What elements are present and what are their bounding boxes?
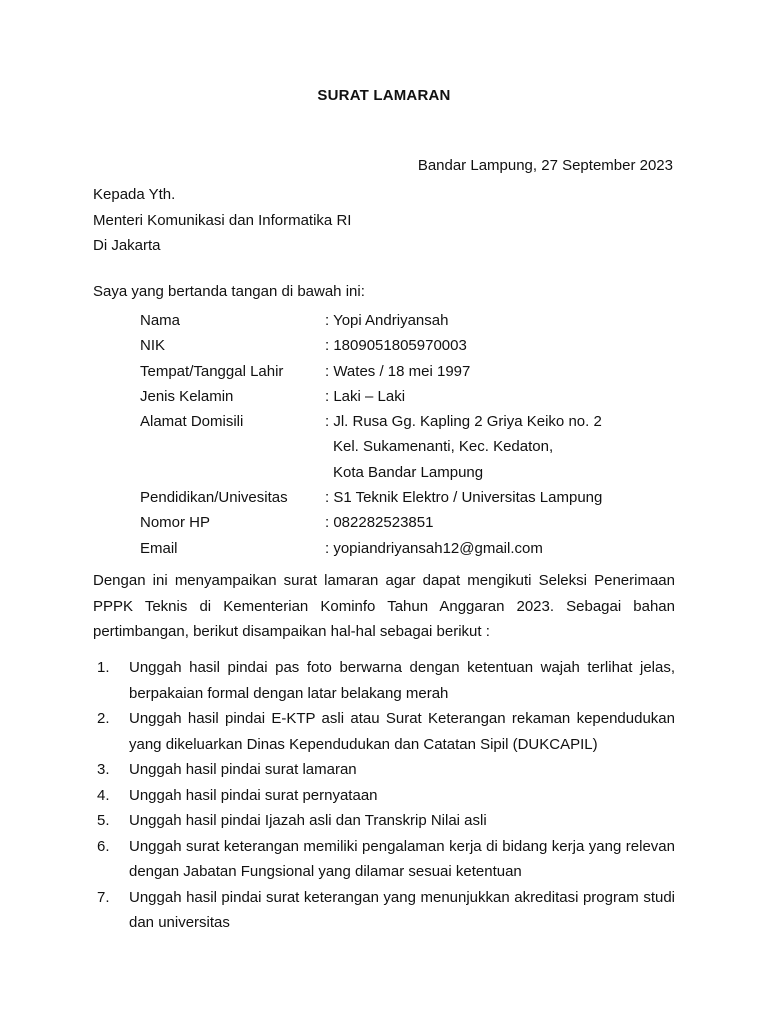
field-value: : 1809051805970003 [325, 337, 467, 355]
list-item [93, 706, 675, 757]
list-number: 1. [97, 659, 110, 676]
field-value: : 082282523851 [325, 514, 434, 532]
list-number: 2. [97, 710, 110, 727]
field-row [140, 359, 602, 384]
field-label: Nama [140, 312, 181, 329]
field-row [140, 409, 602, 485]
list-item [93, 655, 675, 706]
recipient-line: Kepada Yth. [93, 186, 176, 203]
field-row [140, 333, 602, 358]
field-value: : Laki – Laki [325, 387, 406, 405]
list-text: Unggah hasil pindai surat pernyataan [129, 786, 378, 804]
list-item [93, 757, 675, 783]
letter-title: SURAT LAMARAN [317, 87, 451, 104]
list-text: Unggah hasil pindai surat lamaran [129, 761, 357, 778]
field-label: Alamat Domisili [140, 413, 244, 431]
list-text: Unggah hasil pindai E-KTP asli atau Surat Keterangan rekaman kependudukan yang dikeluarkan Dinas Kependudukan dan Catatan Sipil (DUKCAPIL) [129, 710, 675, 753]
field-value-address [325, 409, 602, 485]
address-line: Kota Bandar Lampung [333, 463, 484, 481]
field-value: : yopiandriyansah12@gmail.com [325, 539, 543, 557]
field-value: : S1 Teknik Elektro / Universitas Lampung [325, 489, 603, 507]
field-label: Jenis Kelamin [140, 387, 234, 405]
list-number: 3. [97, 761, 110, 778]
field-row [140, 536, 602, 561]
field-row [140, 308, 602, 333]
list-item [93, 808, 675, 834]
intro-text: Saya yang bertanda tangan di bawah ini: [93, 283, 365, 300]
place-date: Bandar Lampung, 27 September 2023 [417, 157, 673, 174]
field-row [140, 485, 602, 510]
requirements-list [93, 655, 675, 936]
list-number: 5. [97, 812, 110, 829]
recipient-block [93, 182, 351, 259]
list-item [93, 783, 675, 809]
field-value: : Yopi Andriyansah [325, 312, 449, 329]
body-paragraph: Dengan ini menyampaikan surat lamaran agar dapat mengikuti Seleksi Penerimaan PPPK Teknis di Kementerian Kominfo Tahun Anggaran 2023. Sebagai bahan pertimbangan, berikut disampaikan hal-hal sebagai berikut : [93, 572, 675, 640]
field-label: Pendidikan/Univesitas [140, 489, 288, 507]
address-line: : Jl. Rusa Gg. Kapling 2 Griya Keiko no. 2 [325, 413, 602, 431]
applicant-data [140, 308, 602, 561]
field-label: Email [140, 539, 178, 557]
list-number: 6. [97, 837, 110, 855]
recipient-line: Menteri Komunikasi dan Informatika RI [93, 211, 352, 229]
list-item [93, 885, 675, 936]
recipient-line: Di Jakarta [93, 237, 161, 254]
field-row [140, 384, 602, 409]
list-text: Unggah surat keterangan memiliki pengalaman kerja di bidang kerja yang relevan dengan Jabatan Fungsional yang dilamar sesuai ketentuan [129, 837, 675, 880]
address-line: Kel. Sukamenanti, Kec. Kedaton, [333, 438, 554, 456]
list-number: 4. [97, 786, 110, 804]
list-item [93, 834, 675, 885]
list-text: Unggah hasil pindai pas foto berwarna dengan ketentuan wajah terlihat jelas, berpakaian formal dengan latar belakang merah [129, 659, 675, 702]
field-label: NIK [140, 337, 166, 355]
list-text: Unggah hasil pindai Ijazah asli dan Transkrip Nilai asli [129, 812, 487, 829]
list-number: 7. [97, 888, 110, 906]
field-value: : Wates / 18 mei 1997 [325, 362, 471, 380]
field-row [140, 510, 602, 535]
field-label: Tempat/Tanggal Lahir [140, 362, 284, 380]
field-label: Nomor HP [140, 514, 211, 532]
list-text: Unggah hasil pindai surat keterangan yang menunjukkan akreditasi program studi dan universitas [129, 888, 675, 931]
